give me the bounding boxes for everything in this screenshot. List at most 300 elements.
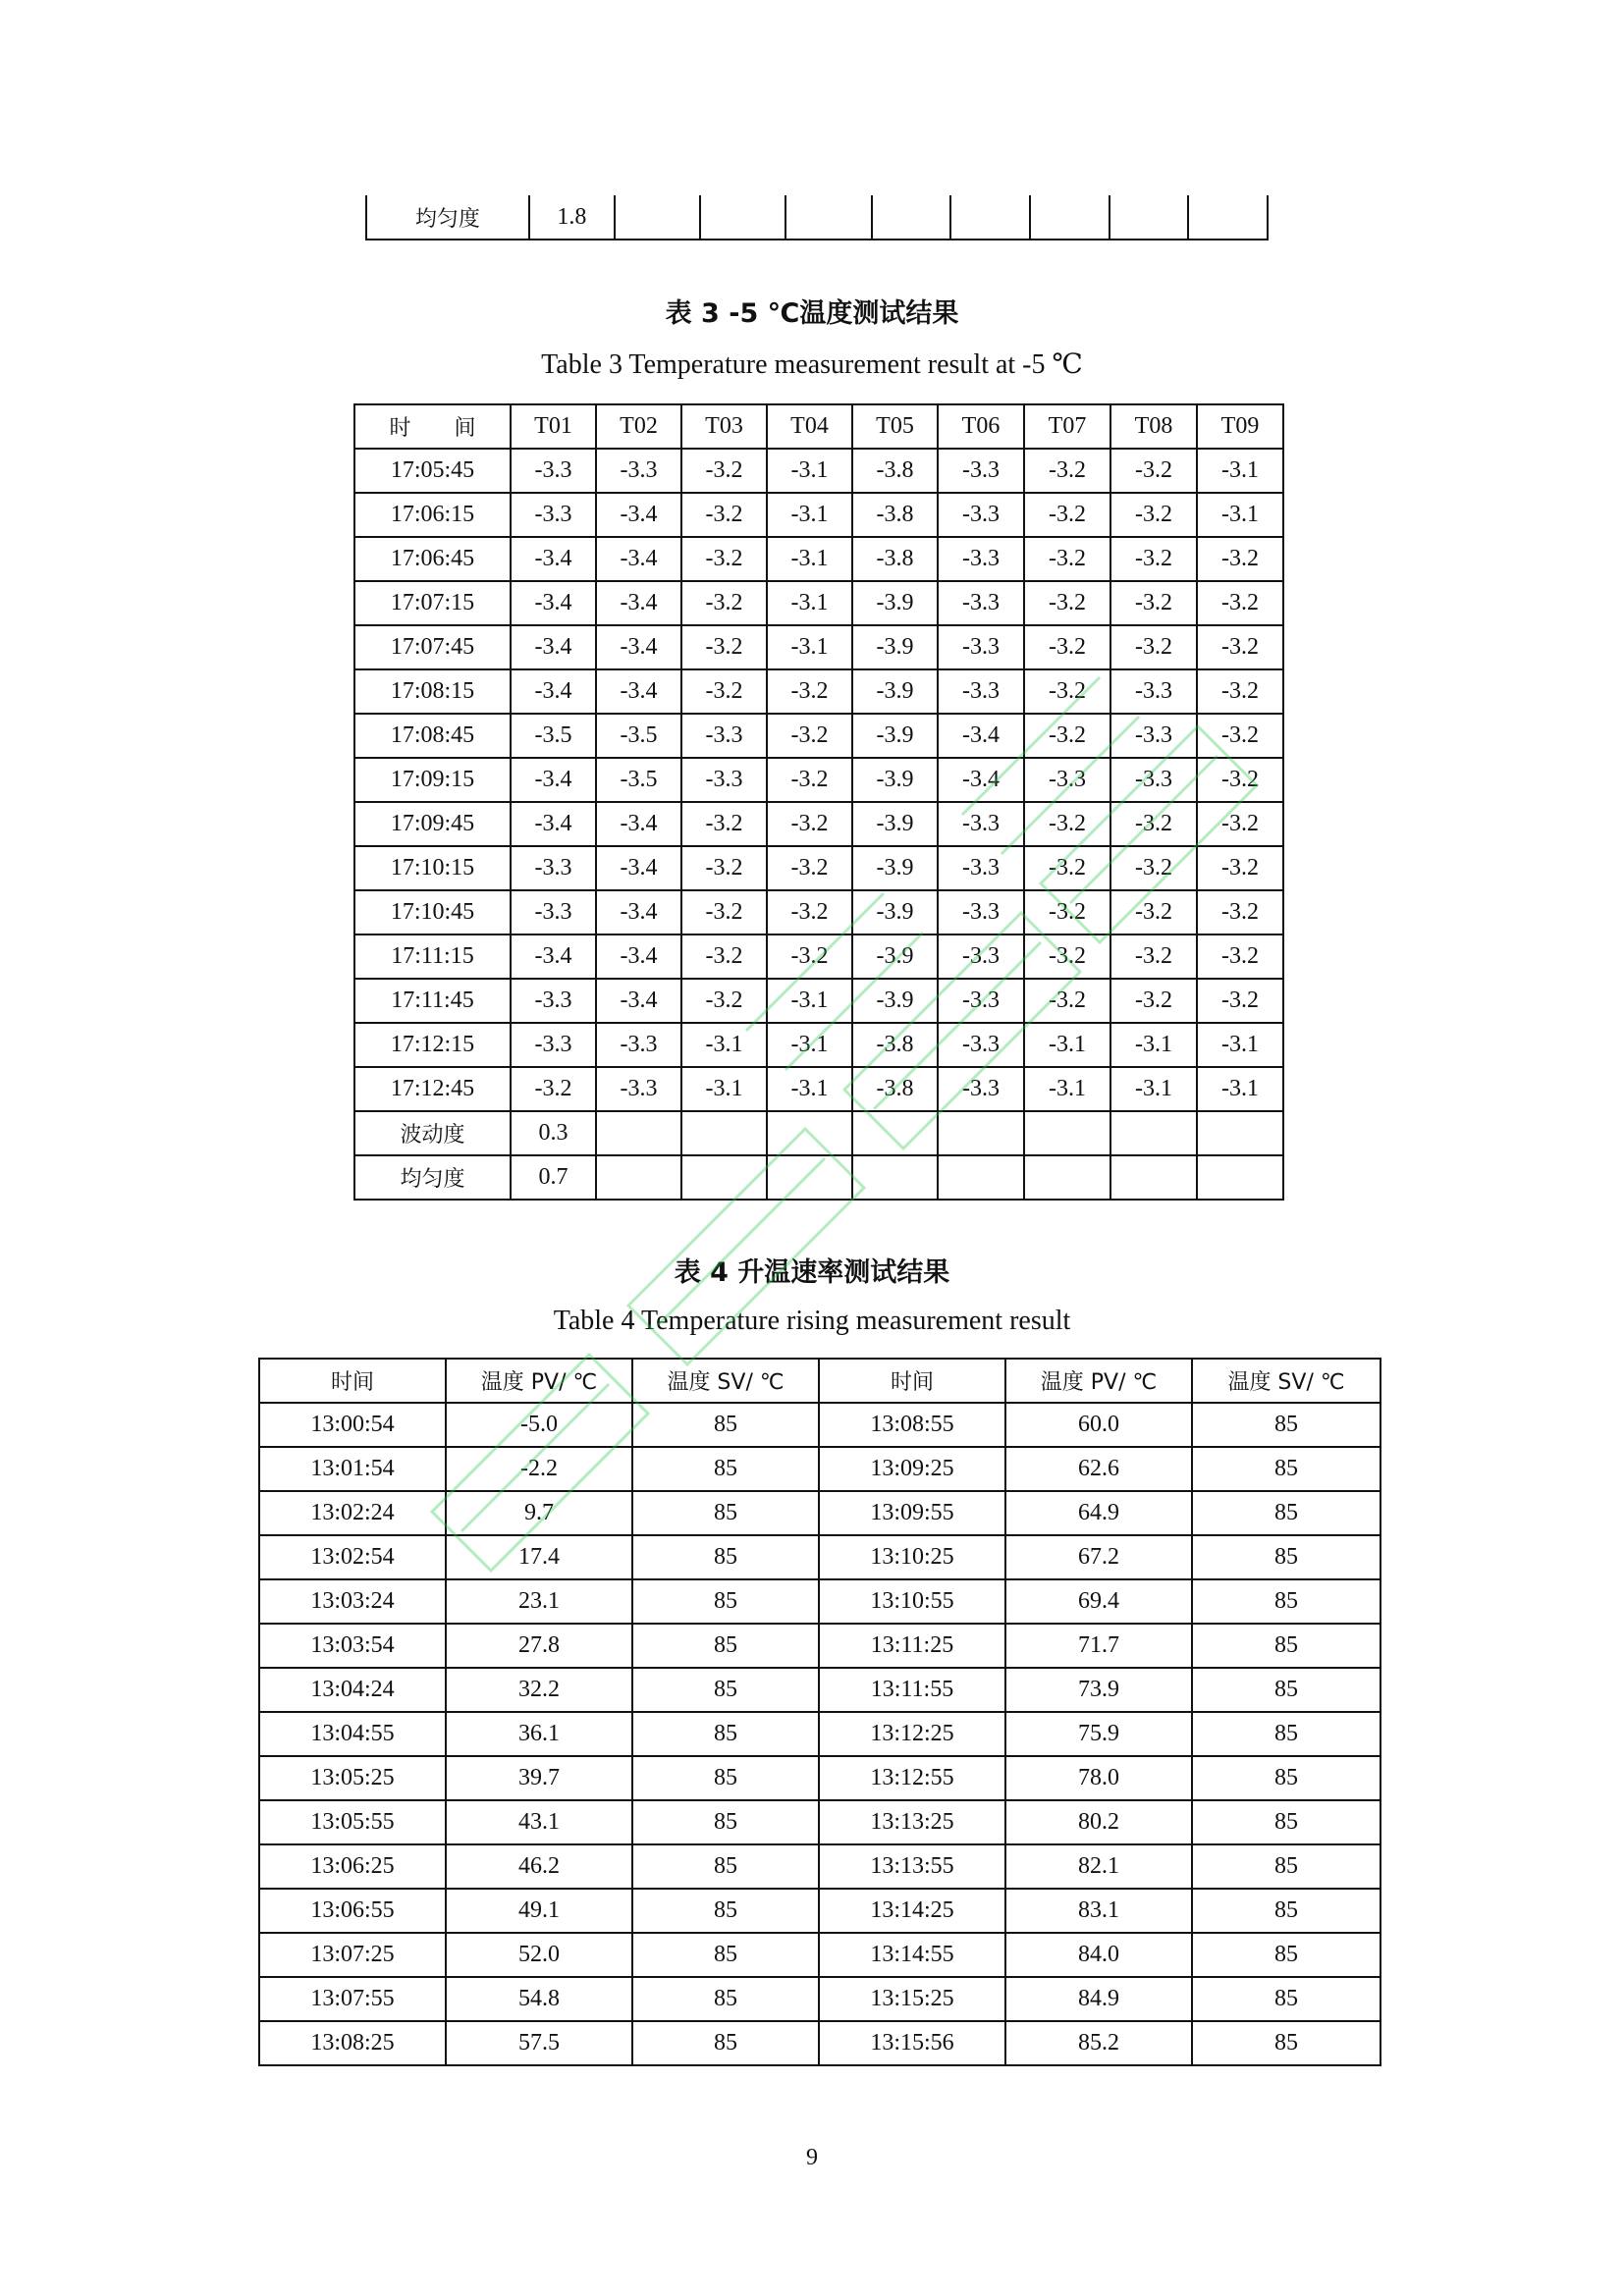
value-cell: -3.4: [596, 979, 681, 1023]
time-cell: 13:12:55: [819, 1756, 1005, 1800]
table-row: [366, 195, 1268, 240]
column-header: T01: [511, 404, 596, 449]
table-row: [354, 934, 1283, 979]
value-cell: -3.1: [767, 1023, 852, 1067]
time-cell: 17:08:15: [354, 669, 511, 714]
time-cell: 13:14:55: [819, 1933, 1005, 1977]
column-header: T08: [1110, 404, 1197, 449]
value-cell: 62.6: [1005, 1447, 1192, 1491]
table-row: [259, 1712, 1380, 1756]
value-cell: 73.9: [1005, 1668, 1192, 1712]
column-header: 时间: [259, 1359, 446, 1403]
value-cell: -3.2: [767, 669, 852, 714]
time-cell: 13:04:24: [259, 1668, 446, 1712]
value-cell: -3.2: [1110, 449, 1197, 493]
value-cell: -3.2: [681, 625, 767, 669]
value-cell: 85: [1192, 1491, 1380, 1535]
value-cell: 85: [632, 1844, 819, 1889]
value-cell: -3.4: [938, 758, 1024, 802]
empty-cell: [1024, 1155, 1110, 1200]
value-cell: -3.2: [681, 669, 767, 714]
table-row: [354, 979, 1283, 1023]
value-cell: 85: [1192, 1977, 1380, 2021]
empty-cell: [852, 1155, 938, 1200]
value-cell: -3.4: [938, 714, 1024, 758]
value-cell: 85: [1192, 1624, 1380, 1668]
value-cell: 85: [632, 1535, 819, 1579]
table-row: [259, 1624, 1380, 1668]
value-cell: -3.2: [1024, 934, 1110, 979]
value-cell: -3.2: [1197, 714, 1283, 758]
empty-cell: [1110, 1111, 1197, 1155]
time-cell: 17:06:15: [354, 493, 511, 537]
value-cell: -3.4: [511, 581, 596, 625]
value-cell: -3.9: [852, 979, 938, 1023]
time-cell: 17:09:45: [354, 802, 511, 846]
value-cell: -3.3: [938, 1067, 1024, 1111]
time-cell: 17:12:45: [354, 1067, 511, 1111]
empty-cell: [767, 1155, 852, 1200]
empty-cell: [596, 1155, 681, 1200]
table-row: [259, 1447, 1380, 1491]
value-cell: -3.2: [1197, 758, 1283, 802]
value-cell: -3.3: [938, 493, 1024, 537]
column-header: T03: [681, 404, 767, 449]
value-cell: 85: [1192, 1668, 1380, 1712]
value-cell: -3.2: [1110, 537, 1197, 581]
empty-cell: [1197, 1155, 1283, 1200]
value-cell: 83.1: [1005, 1889, 1192, 1933]
value-cell: 52.0: [446, 1933, 632, 1977]
value-cell: 85: [632, 1668, 819, 1712]
value-cell: -3.2: [1024, 581, 1110, 625]
value-cell: -3.2: [1110, 979, 1197, 1023]
value-cell: -3.1: [767, 625, 852, 669]
value-cell: -3.9: [852, 890, 938, 934]
previous-table-fragment: [365, 195, 1269, 240]
table-row: [259, 2021, 1380, 2065]
column-header: T02: [596, 404, 681, 449]
value-cell: 85: [632, 1977, 819, 2021]
value-cell: 36.1: [446, 1712, 632, 1756]
value-cell: -3.2: [767, 802, 852, 846]
value-cell: -3.1: [1110, 1023, 1197, 1067]
value-cell: -3.2: [1197, 979, 1283, 1023]
value-cell: -3.3: [511, 1023, 596, 1067]
value-cell: -3.2: [681, 581, 767, 625]
empty-cell: [1024, 1111, 1110, 1155]
value-cell: 49.1: [446, 1889, 632, 1933]
summary-value: 0.7: [511, 1155, 596, 1200]
value-cell: 54.8: [446, 1977, 632, 2021]
value-cell: -3.3: [938, 846, 1024, 890]
value-cell: -3.8: [852, 1023, 938, 1067]
value-cell: 67.2: [1005, 1535, 1192, 1579]
column-header: 温度 SV/ ℃: [1192, 1359, 1380, 1403]
time-cell: 13:13:55: [819, 1844, 1005, 1889]
value-cell: 85: [632, 1889, 819, 1933]
time-cell: 13:01:54: [259, 1447, 446, 1491]
value-cell: -3.2: [1197, 625, 1283, 669]
value-cell: -3.2: [1197, 669, 1283, 714]
value-cell: -3.2: [1197, 846, 1283, 890]
value-cell: -3.4: [596, 934, 681, 979]
value-cell: 85: [1192, 1447, 1380, 1491]
summary-label: 均匀度: [366, 195, 529, 240]
table-row: [259, 1889, 1380, 1933]
value-cell: 23.1: [446, 1579, 632, 1624]
value-cell: -3.3: [938, 537, 1024, 581]
value-cell: -3.4: [596, 890, 681, 934]
value-cell: -3.9: [852, 625, 938, 669]
value-cell: 84.9: [1005, 1977, 1192, 2021]
time-cell: 13:13:25: [819, 1800, 1005, 1844]
time-cell: 17:05:45: [354, 449, 511, 493]
table-row: [259, 1844, 1380, 1889]
table-row: [259, 1579, 1380, 1624]
summary-label: 均匀度: [354, 1155, 511, 1200]
column-header: T04: [767, 404, 852, 449]
value-cell: -3.3: [938, 581, 1024, 625]
table-row: [259, 1977, 1380, 2021]
value-cell: -3.4: [511, 669, 596, 714]
value-cell: -3.9: [852, 846, 938, 890]
value-cell: 82.1: [1005, 1844, 1192, 1889]
value-cell: -3.3: [596, 1023, 681, 1067]
value-cell: -3.4: [596, 846, 681, 890]
value-cell: 85: [1192, 1535, 1380, 1579]
value-cell: 85.2: [1005, 2021, 1192, 2065]
table-row: [259, 1535, 1380, 1579]
value-cell: 85: [1192, 1579, 1380, 1624]
time-cell: 13:09:55: [819, 1491, 1005, 1535]
value-cell: -3.2: [681, 537, 767, 581]
table-row: [354, 625, 1283, 669]
time-cell: 17:08:45: [354, 714, 511, 758]
table-row: [354, 537, 1283, 581]
value-cell: -3.2: [1110, 846, 1197, 890]
time-cell: 17:10:45: [354, 890, 511, 934]
value-cell: -3.3: [511, 449, 596, 493]
table-row: [259, 1933, 1380, 1977]
value-cell: 85: [1192, 1403, 1380, 1447]
value-cell: -3.2: [681, 979, 767, 1023]
summary-label: 波动度: [354, 1111, 511, 1155]
value-cell: 85: [1192, 1933, 1380, 1977]
empty-cell: [681, 1111, 767, 1155]
time-cell: 13:06:25: [259, 1844, 446, 1889]
value-cell: -3.2: [767, 934, 852, 979]
value-cell: -3.2: [1024, 846, 1110, 890]
value-cell: -3.1: [767, 979, 852, 1023]
value-cell: -3.1: [1197, 493, 1283, 537]
summary-value: 1.8: [529, 195, 615, 240]
value-cell: -3.2: [767, 758, 852, 802]
value-cell: 84.0: [1005, 1933, 1192, 1977]
value-cell: -3.2: [1197, 581, 1283, 625]
value-cell: -3.9: [852, 581, 938, 625]
value-cell: -3.2: [1197, 802, 1283, 846]
time-cell: 17:10:15: [354, 846, 511, 890]
value-cell: -3.4: [596, 581, 681, 625]
value-cell: 85: [632, 1491, 819, 1535]
value-cell: 85: [1192, 1844, 1380, 1889]
value-cell: -3.3: [511, 979, 596, 1023]
column-header: 时间: [819, 1359, 1005, 1403]
value-cell: -3.3: [938, 890, 1024, 934]
table4-title-zh: 表 4 升温速率测试结果: [674, 1257, 950, 1288]
value-cell: -3.2: [1110, 581, 1197, 625]
table-row: [354, 714, 1283, 758]
value-cell: 60.0: [1005, 1403, 1192, 1447]
time-cell: 13:12:25: [819, 1712, 1005, 1756]
value-cell: -3.2: [1110, 625, 1197, 669]
value-cell: -3.3: [511, 890, 596, 934]
value-cell: 71.7: [1005, 1624, 1192, 1668]
table-row: [259, 1800, 1380, 1844]
value-cell: -3.3: [681, 758, 767, 802]
value-cell: -3.5: [511, 714, 596, 758]
table4-title-en: Table 4 Temperature rising measurement result: [553, 1306, 1071, 1336]
value-cell: -3.8: [852, 1067, 938, 1111]
value-cell: -3.4: [511, 625, 596, 669]
value-cell: -3.3: [681, 714, 767, 758]
value-cell: -3.2: [681, 802, 767, 846]
time-cell: 13:08:25: [259, 2021, 446, 2065]
time-cell: 13:15:25: [819, 1977, 1005, 2021]
value-cell: -3.2: [767, 714, 852, 758]
value-cell: -3.2: [1024, 449, 1110, 493]
value-cell: -3.4: [511, 934, 596, 979]
value-cell: 80.2: [1005, 1800, 1192, 1844]
column-header: T07: [1024, 404, 1110, 449]
value-cell: 85: [632, 1712, 819, 1756]
value-cell: -3.3: [938, 802, 1024, 846]
value-cell: 85: [1192, 1889, 1380, 1933]
column-header: T09: [1197, 404, 1283, 449]
time-cell: 13:02:54: [259, 1535, 446, 1579]
value-cell: -3.1: [1024, 1067, 1110, 1111]
column-header: T05: [852, 404, 938, 449]
value-cell: -3.3: [511, 846, 596, 890]
time-cell: 13:05:25: [259, 1756, 446, 1800]
value-cell: -3.9: [852, 802, 938, 846]
value-cell: 85: [1192, 1800, 1380, 1844]
time-cell: 13:00:54: [259, 1403, 446, 1447]
value-cell: -3.3: [938, 625, 1024, 669]
column-header: 温度 SV/ ℃: [632, 1359, 819, 1403]
value-cell: -3.2: [1024, 669, 1110, 714]
table-row: [259, 1756, 1380, 1800]
empty-cell: [767, 1111, 852, 1155]
time-cell: 13:07:25: [259, 1933, 446, 1977]
value-cell: -3.9: [852, 669, 938, 714]
table-row: [354, 581, 1283, 625]
table3: [353, 403, 1284, 1201]
table-row: [354, 802, 1283, 846]
column-header: 温度 PV/ ℃: [1005, 1359, 1192, 1403]
value-cell: 85: [632, 1933, 819, 1977]
value-cell: -3.1: [1024, 1023, 1110, 1067]
table-row: [354, 1023, 1283, 1067]
value-cell: 32.2: [446, 1668, 632, 1712]
value-cell: -3.2: [681, 890, 767, 934]
value-cell: -3.9: [852, 934, 938, 979]
value-cell: -3.4: [511, 537, 596, 581]
value-cell: -3.8: [852, 449, 938, 493]
value-cell: -3.3: [938, 669, 1024, 714]
value-cell: 17.4: [446, 1535, 632, 1579]
table-row: [354, 1067, 1283, 1111]
value-cell: -3.1: [767, 537, 852, 581]
value-cell: -3.3: [1024, 758, 1110, 802]
value-cell: -3.1: [767, 493, 852, 537]
summary-value: 0.3: [511, 1111, 596, 1155]
value-cell: -3.2: [1110, 890, 1197, 934]
value-cell: -3.1: [1197, 1023, 1283, 1067]
summary-row: [354, 1111, 1283, 1155]
value-cell: -3.2: [1024, 890, 1110, 934]
value-cell: -3.2: [681, 493, 767, 537]
value-cell: 85: [1192, 2021, 1380, 2065]
table3-title-zh: 表 3 -5 ℃温度测试结果: [665, 298, 959, 329]
value-cell: 85: [632, 1403, 819, 1447]
value-cell: -3.4: [596, 493, 681, 537]
value-cell: -3.3: [938, 979, 1024, 1023]
value-cell: 57.5: [446, 2021, 632, 2065]
time-cell: 13:02:24: [259, 1491, 446, 1535]
value-cell: -3.4: [596, 625, 681, 669]
value-cell: -3.2: [681, 934, 767, 979]
time-cell: 17:07:15: [354, 581, 511, 625]
value-cell: -5.0: [446, 1403, 632, 1447]
empty-cell: [852, 1111, 938, 1155]
table3-title-en: Table 3 Temperature measurement result at -5 ℃: [541, 349, 1083, 380]
value-cell: -3.2: [767, 890, 852, 934]
value-cell: -3.3: [938, 1023, 1024, 1067]
column-header: 温度 PV/ ℃: [446, 1359, 632, 1403]
value-cell: -3.2: [1197, 890, 1283, 934]
value-cell: 85: [632, 1800, 819, 1844]
empty-cell: [596, 1111, 681, 1155]
value-cell: -3.2: [1110, 934, 1197, 979]
time-cell: 13:07:55: [259, 1977, 446, 2021]
value-cell: -3.5: [596, 758, 681, 802]
value-cell: 85: [632, 1579, 819, 1624]
value-cell: -3.2: [1110, 493, 1197, 537]
value-cell: 78.0: [1005, 1756, 1192, 1800]
page-number: 9: [806, 2145, 818, 2170]
value-cell: -3.2: [1024, 493, 1110, 537]
value-cell: 9.7: [446, 1491, 632, 1535]
time-cell: 13:09:25: [819, 1447, 1005, 1491]
value-cell: 85: [632, 1624, 819, 1668]
table4: [258, 1358, 1381, 2066]
table-header-row: [259, 1359, 1380, 1403]
value-cell: -3.1: [767, 581, 852, 625]
value-cell: -3.1: [1110, 1067, 1197, 1111]
empty-cell: [938, 1155, 1024, 1200]
table-header-row: [354, 404, 1283, 449]
empty-cell: [1110, 1155, 1197, 1200]
summary-row: [354, 1155, 1283, 1200]
value-cell: -3.5: [596, 714, 681, 758]
column-header: 时 间: [354, 404, 511, 449]
value-cell: 75.9: [1005, 1712, 1192, 1756]
table-row: [354, 669, 1283, 714]
value-cell: 69.4: [1005, 1579, 1192, 1624]
value-cell: -3.2: [1197, 537, 1283, 581]
table-row: [354, 758, 1283, 802]
time-cell: 13:08:55: [819, 1403, 1005, 1447]
time-cell: 17:07:45: [354, 625, 511, 669]
value-cell: 85: [632, 1756, 819, 1800]
value-cell: -3.8: [852, 537, 938, 581]
table-row: [354, 493, 1283, 537]
table-row: [354, 846, 1283, 890]
value-cell: -3.1: [1197, 1067, 1283, 1111]
value-cell: -3.1: [681, 1067, 767, 1111]
time-cell: 17:09:15: [354, 758, 511, 802]
time-cell: 17:06:45: [354, 537, 511, 581]
table-row: [354, 449, 1283, 493]
value-cell: 85: [632, 1447, 819, 1491]
time-cell: 13:06:55: [259, 1889, 446, 1933]
table-row: [259, 1403, 1380, 1447]
value-cell: -3.2: [767, 846, 852, 890]
value-cell: -3.9: [852, 714, 938, 758]
time-cell: 13:14:25: [819, 1889, 1005, 1933]
value-cell: -3.3: [1110, 758, 1197, 802]
value-cell: -3.2: [1024, 802, 1110, 846]
value-cell: -3.3: [596, 449, 681, 493]
time-cell: 13:10:55: [819, 1579, 1005, 1624]
value-cell: -3.2: [1024, 979, 1110, 1023]
table-row: [259, 1491, 1380, 1535]
value-cell: -3.2: [1024, 714, 1110, 758]
value-cell: -3.2: [1024, 625, 1110, 669]
value-cell: -2.2: [446, 1447, 632, 1491]
time-cell: 13:11:25: [819, 1624, 1005, 1668]
time-cell: 17:11:45: [354, 979, 511, 1023]
time-cell: 13:11:55: [819, 1668, 1005, 1712]
value-cell: -3.8: [852, 493, 938, 537]
value-cell: -3.4: [511, 802, 596, 846]
value-cell: 43.1: [446, 1800, 632, 1844]
table-row: [354, 890, 1283, 934]
value-cell: -3.1: [1197, 449, 1283, 493]
value-cell: 85: [1192, 1712, 1380, 1756]
value-cell: -3.9: [852, 758, 938, 802]
empty-cell: [938, 1111, 1024, 1155]
time-cell: 13:04:55: [259, 1712, 446, 1756]
time-cell: 13:10:25: [819, 1535, 1005, 1579]
time-cell: 13:05:55: [259, 1800, 446, 1844]
value-cell: 85: [632, 2021, 819, 2065]
value-cell: -3.2: [681, 846, 767, 890]
time-cell: 13:15:56: [819, 2021, 1005, 2065]
value-cell: 46.2: [446, 1844, 632, 1889]
value-cell: -3.2: [1110, 802, 1197, 846]
empty-cell: [1197, 1111, 1283, 1155]
value-cell: -3.4: [596, 669, 681, 714]
value-cell: 64.9: [1005, 1491, 1192, 1535]
value-cell: -3.4: [596, 802, 681, 846]
value-cell: -3.3: [938, 934, 1024, 979]
table-row: [259, 1668, 1380, 1712]
time-cell: 17:12:15: [354, 1023, 511, 1067]
value-cell: -3.2: [1197, 934, 1283, 979]
